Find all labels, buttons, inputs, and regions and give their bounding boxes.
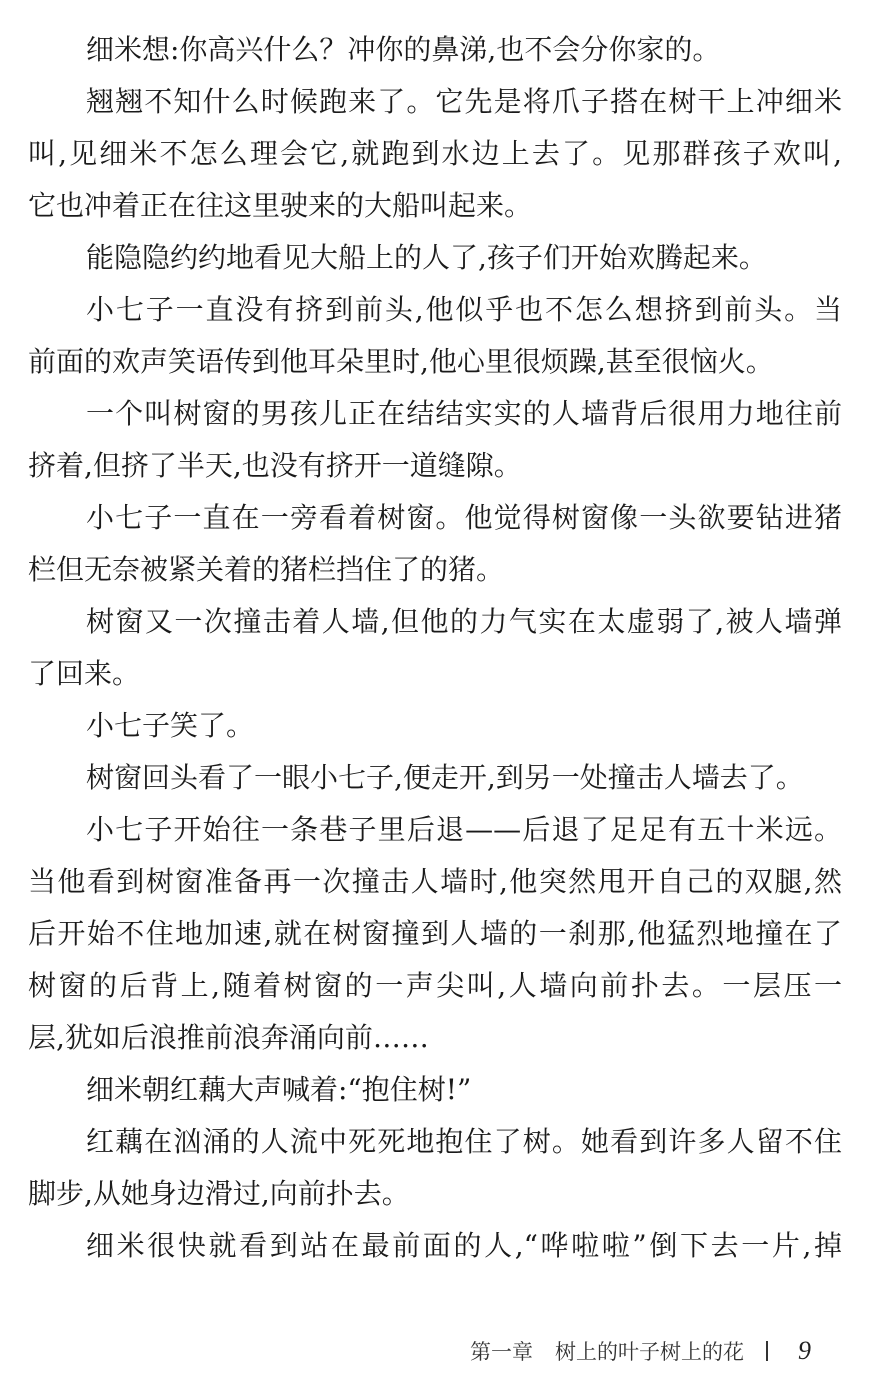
text-line: 小七子一直在一旁看着树窗。他觉得树窗像一头欲要钻进猪 xyxy=(86,501,842,534)
paragraph xyxy=(28,24,842,76)
text-line: 小七子笑了。 xyxy=(86,709,255,742)
text-line: 后开始不住地加速,就在树窗撞到人墙的一刹那,他猛烈地撞在了 xyxy=(28,917,842,950)
paragraph xyxy=(28,1064,842,1116)
text-line: 树窗回头看了一眼小七子,便走开,到另一处撞击人墙去了。 xyxy=(86,761,804,794)
footer-divider xyxy=(766,1341,768,1361)
text-line: 细米想:你高兴什么？冲你的鼻涕,也不会分你家的。 xyxy=(86,33,721,66)
chapter-label: 第一章 xyxy=(470,1340,533,1364)
paragraph xyxy=(28,596,842,700)
paragraph xyxy=(28,388,842,492)
paragraph xyxy=(28,492,842,596)
text-line: 脚步,从她身边滑过,向前扑去。 xyxy=(28,1177,410,1210)
page-footer xyxy=(470,1336,811,1366)
text-line: 它也冲着正在往这里驶来的大船叫起来。 xyxy=(28,189,533,222)
paragraph xyxy=(28,700,842,752)
body-text xyxy=(28,24,842,1272)
text-line: 了回来。 xyxy=(28,657,141,690)
text-line: 层,犹如后浪推前浪奔涌向前…… xyxy=(28,1021,429,1054)
text-line: 树窗又一次撞击着人墙,但他的力气实在太虚弱了,被人墙弹 xyxy=(86,605,842,638)
text-line: 当他看到树窗准备再一次撞击人墙时,他突然甩开自己的双腿,然 xyxy=(28,865,842,898)
paragraph xyxy=(28,284,842,388)
paragraph xyxy=(28,1220,842,1272)
chapter-title: 树上的叶子树上的花 xyxy=(555,1340,744,1364)
paragraph xyxy=(28,752,842,804)
page-number: 9 xyxy=(798,1336,811,1365)
text-line: 能隐隐约约地看见大船上的人了,孩子们开始欢腾起来。 xyxy=(86,241,767,274)
text-line: 小七子一直没有挤到前头,他似乎也不怎么想挤到前头。当 xyxy=(86,293,842,326)
text-line: 翘翘不知什么时候跑来了。它先是将爪子搭在树干上冲细米 xyxy=(86,85,842,118)
paragraph xyxy=(28,804,842,1064)
text-line: 挤着,但挤了半天,也没有挤开一道缝隙。 xyxy=(28,449,522,482)
text-line: 前面的欢声笑语传到他耳朵里时,他心里很烦躁,甚至很恼火。 xyxy=(28,345,774,378)
text-line: 细米朝红藕大声喊着:“抱住树!” xyxy=(86,1073,472,1106)
text-line: 树窗的后背上,随着树窗的一声尖叫,人墙向前扑去。一层压一 xyxy=(28,969,842,1002)
text-line: 叫,见细米不怎么理会它,就跑到水边上去了。见那群孩子欢叫, xyxy=(28,137,842,170)
paragraph xyxy=(28,76,842,232)
paragraph xyxy=(28,1116,842,1220)
text-line: 红藕在汹涌的人流中死死地抱住了树。她看到许多人留不住 xyxy=(86,1125,842,1158)
paragraph xyxy=(28,232,842,284)
text-line: 栏但无奈被紧关着的猪栏挡住了的猪。 xyxy=(28,553,505,586)
text-line: 细米很快就看到站在最前面的人,“哗啦啦”倒下去一片,掉 xyxy=(86,1229,842,1262)
text-line: 小七子开始往一条巷子里后退——后退了足足有五十米远。 xyxy=(86,813,842,846)
text-line: 一个叫树窗的男孩儿正在结结实实的人墙背后很用力地往前 xyxy=(86,397,842,430)
